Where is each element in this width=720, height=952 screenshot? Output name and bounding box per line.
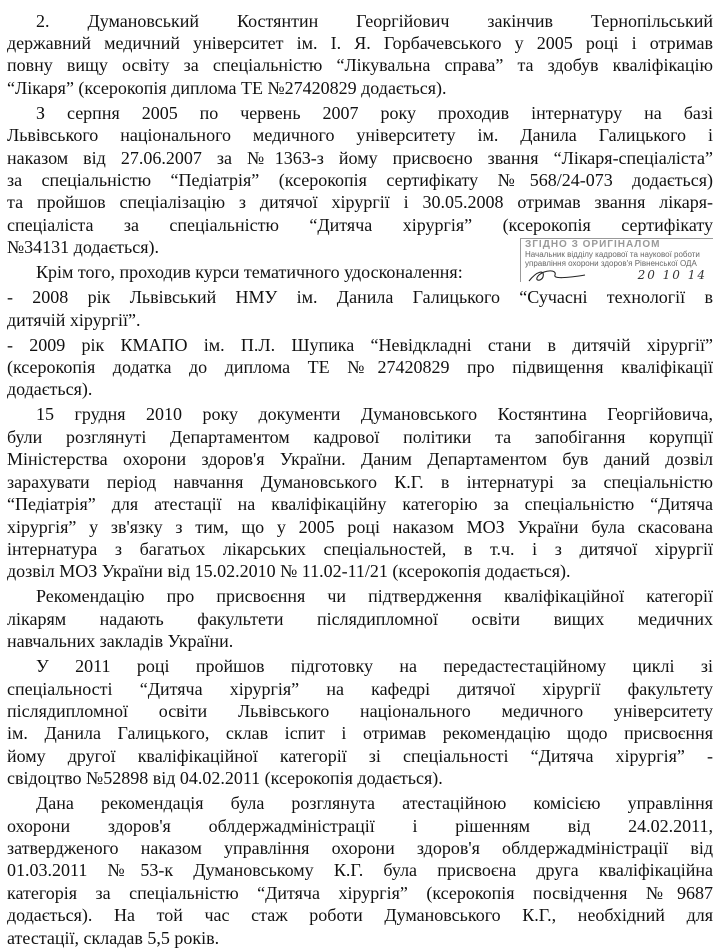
text-line: Рекомендацію про присвоєння чи підтвердження кваліфікаційної категорії	[36, 586, 713, 607]
text-line: інтернатура з багатьох лікарських спеціальностей, в т.ч. і з дитячої хірургії	[7, 538, 713, 559]
text-line: повну вищу освіту за спеціальністю “Лікувальна справа” та здобув кваліфікацію	[7, 55, 713, 76]
text-line: Дана рекомендація була розглянута атестаційною комісією управління	[36, 793, 713, 814]
paragraph	[7, 286, 713, 331]
stamp-date: 20 10 14	[637, 268, 707, 282]
paragraph	[7, 10, 713, 100]
text-line: затвердженого наказом управління охорони здоров'я облдержадміністрації від	[7, 837, 713, 858]
paragraph	[7, 334, 713, 401]
text-line: З серпня 2005 по червень 2007 року проходив інтернатуру на базі	[36, 102, 713, 123]
text-line: охорони здоров'я облдержадміністрації і рішенням від 24.02.2011,	[7, 815, 713, 836]
signature-icon	[527, 269, 587, 282]
text-line: - 2008 рік Львівський НМУ ім. Данила Галицького “Сучасні технології в	[7, 287, 713, 308]
text-line: Крім того, проходив курси тематичного удосконалення:	[36, 262, 463, 283]
paragraph	[7, 585, 713, 652]
text-line: за спеціальністю “Педіатрія” (ксерокопія сертифікату №568/24-073 додається)	[7, 170, 713, 191]
text-line: Львівського національного медичного університету ім. Данила Галицького і	[7, 125, 713, 146]
text-line: дитячій хірургії”.	[7, 309, 141, 330]
text-line: “Лікаря” (ксерокопія диплома ТЕ №27420829 додається).	[7, 77, 447, 98]
paragraph	[7, 792, 713, 949]
text-line: свідоцтво №52898 від 04.02.2011 (ксерокопія додається).	[7, 768, 443, 789]
text-line: №34131 додається).	[7, 237, 160, 258]
text-line: були розглянуті Департаментом кадрової політики та запобігання корупції	[7, 426, 713, 447]
document-body	[7, 7, 713, 949]
text-line: “Педіатрія” для атестації на кваліфікаційну категорію за спеціальністю “Дитяча	[7, 494, 713, 515]
text-line: 15 грудня 2010 року документи Думановського Костянтина Георгійовича,	[36, 404, 713, 425]
text-line: хірургія” у зв'язку з тим, що у 2005 році наказом МОЗ України була скасована	[7, 516, 713, 537]
text-line: та пройшов спеціалізацію з дитячої хірургії і 30.05.2008 отримав звання лікаря-	[7, 192, 713, 213]
text-line: спеціальності “Дитяча хірургія” на кафедрі дитячої хірургії факультету	[7, 678, 713, 699]
text-line: атестації, складав 5,5 років.	[7, 927, 220, 948]
text-line: зарахувати період навчання Думановського К.Г. в інтернатурі за спеціальністю	[7, 471, 713, 492]
certification-stamp	[520, 238, 713, 282]
text-line: наказом від 27.06.2007 за №1363-з йому присвоєно звання “Лікаря-спеціаліста”	[7, 147, 713, 168]
text-line: категорія за спеціальністю “Дитяча хірургія” (ксерокопія посвідчення №9687	[7, 882, 713, 903]
text-line: 2. Думановський Костянтин Георгійович закінчив Тернопільський	[36, 10, 713, 31]
paragraph	[7, 102, 713, 259]
stamp-title: ЗГІДНО З ОРИГІНАЛОМ	[525, 239, 661, 250]
text-line: ім. Данила Галицького, склав іспит і отримав рекомендацію щодо присвоєння	[7, 723, 713, 744]
text-line: У 2011 році пройшов підготовку на передастестаційному циклі зі	[36, 656, 713, 677]
text-line: Міністерства охорони здоров'я України. Даним Департаментом був даний дозвіл	[7, 449, 713, 470]
text-line: йому другої кваліфікаційної категорії зі спеціальності “Дитяча хірургія” -	[7, 745, 713, 766]
text-line: післядипломної освіти Львівського національного медичного університету	[7, 700, 713, 721]
text-line: додається).	[7, 379, 93, 400]
text-line: (ксерокопія додатка до диплома ТЕ №27420829 про підвищення кваліфікації	[7, 357, 713, 378]
text-line: 01.03.2011 №53-к Думановському К.Г. була присвоєна друга кваліфікаційна	[7, 860, 713, 881]
text-line: державний медичний університет ім. І. Я. Горбачевського у 2005 році і отримав	[7, 33, 713, 53]
stamp-line-2: управління охорони здоров'я Рівненської ОДА	[525, 259, 697, 268]
text-line: - 2009 рік КМАПО ім. П.Л. Шупика “Невідкладні стани в дитячій хірургії”	[7, 334, 713, 355]
text-line: додається). На той час стаж роботи Думановського К.Г., необхідний для	[7, 905, 713, 926]
text-line: дозвіл МОЗ України від 15.02.2010 № 11.02-11/21 (ксерокопія додається).	[7, 561, 571, 582]
text-line: навчальних закладів України.	[7, 631, 234, 652]
stamp-line-1: Начальник відділу кадрової та наукової роботи	[525, 250, 700, 259]
paragraph	[7, 655, 713, 789]
text-line: лікарям надають факультети післядипломної освіти вищих медичних	[7, 608, 713, 629]
paragraph	[7, 403, 713, 582]
text-line: спеціаліста за спеціальністю “Дитяча хірургія” (ксерокопія сертифікату	[7, 214, 713, 235]
